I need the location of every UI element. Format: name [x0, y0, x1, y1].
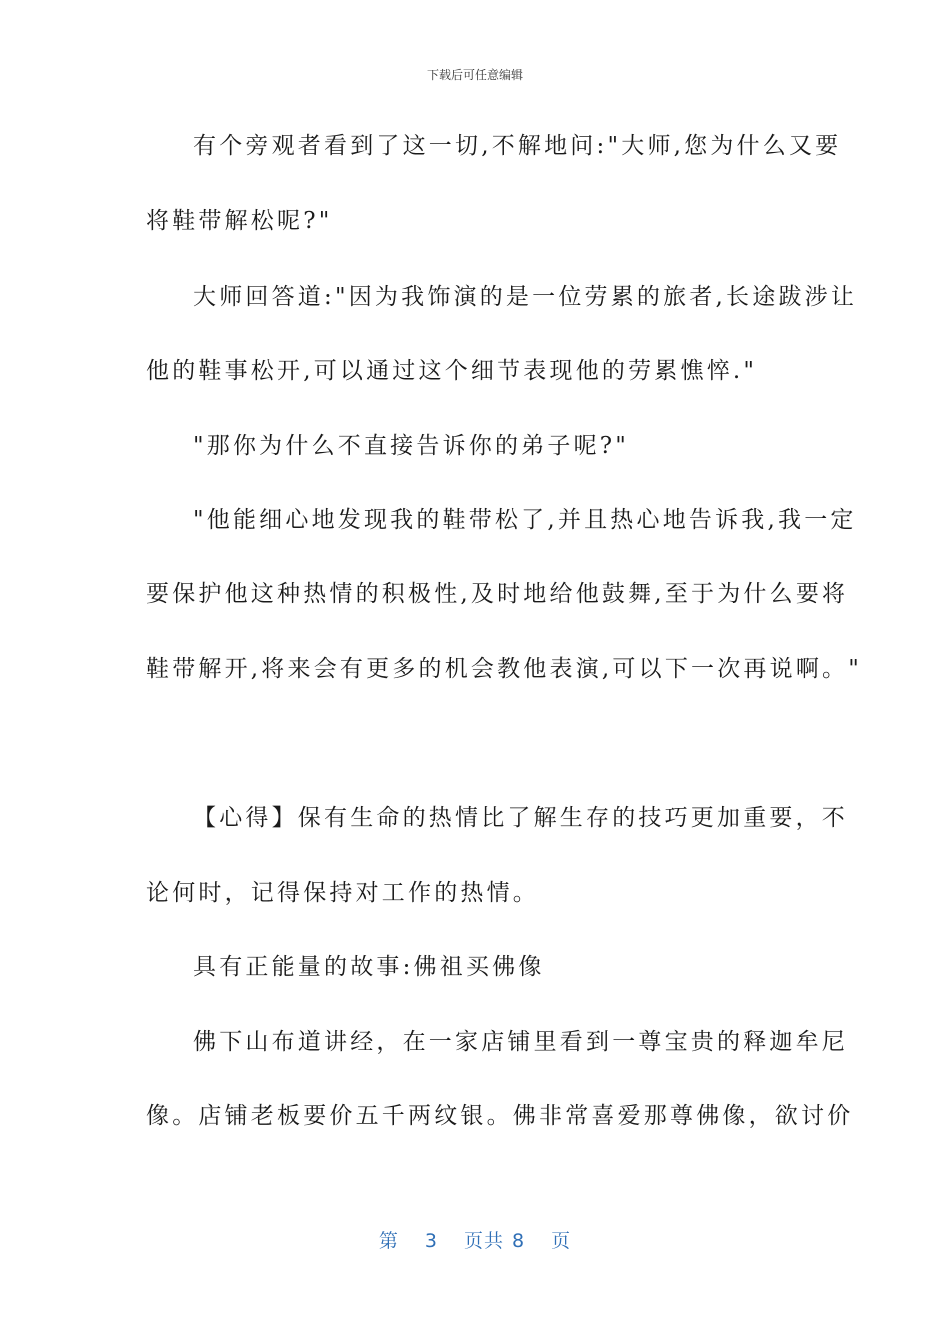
text-line: 【心得】保有生命的热情比了解生存的技巧更加重要，不	[193, 805, 848, 831]
page-footer	[0, 1226, 950, 1253]
footer-prefix: 第	[378, 1230, 399, 1252]
text-line: 要保护他这种热情的积极性,及时地给他鼓舞,至于为什么要将	[146, 581, 849, 607]
text-line: 他的鞋事松开,可以通过这个细节表现他的劳累憔悴."	[146, 358, 758, 384]
section-heading: 具有正能量的故事:佛祖买佛像	[193, 954, 545, 980]
text-line: "那你为什么不直接告诉你的弟子呢?"	[193, 433, 630, 459]
text-line: 大师回答道:"因为我饰演的是一位劳累的旅者,长途跋涉让	[193, 284, 858, 310]
footer-middle: 页共	[463, 1230, 504, 1252]
text-line: 将鞋带解松呢?"	[146, 208, 333, 234]
text-line: 有个旁观者看到了这一切,不解地问:"大师,您为什么又要	[193, 133, 842, 159]
footer-page-number: 3	[424, 1230, 438, 1252]
text-line: "他能细心地发现我的鞋带松了,并且热心地告诉我,我一定	[193, 507, 857, 533]
text-line: 像。店铺老板要价五千两纹银。佛非常喜爱那尊佛像，欲讨价	[146, 1103, 854, 1129]
footer-total-pages: 8	[512, 1230, 526, 1252]
page-header-note: 下载后可任意编辑	[426, 68, 523, 82]
text-line: 论何时，记得保持对工作的热情。	[146, 880, 539, 906]
text-line: 鞋带解开,将来会有更多的机会教他表演,可以下一次再说啊。"	[146, 656, 863, 682]
footer-suffix: 页	[551, 1230, 572, 1252]
text-line: 佛下山布道讲经，在一家店铺里看到一尊宝贵的释迦牟尼	[193, 1029, 848, 1055]
